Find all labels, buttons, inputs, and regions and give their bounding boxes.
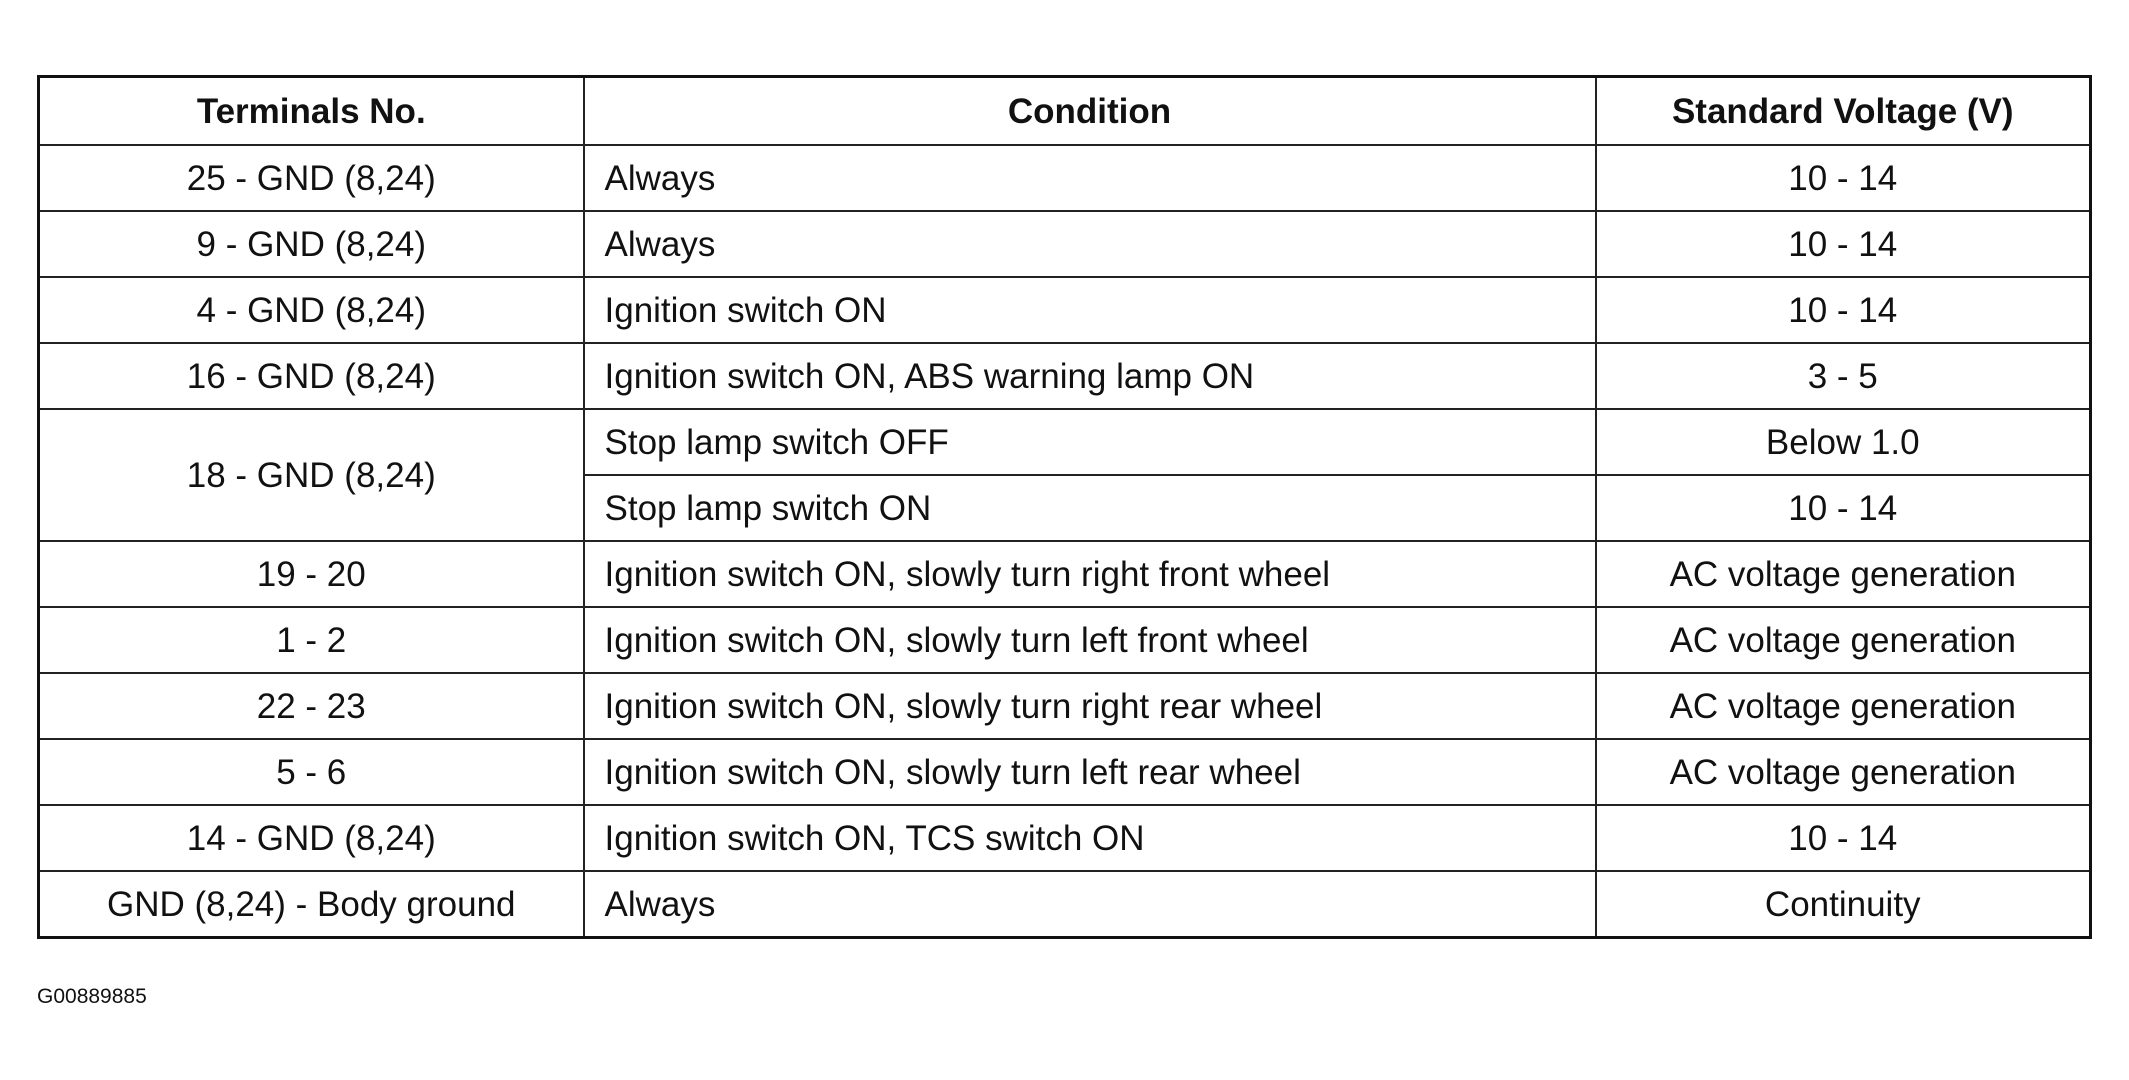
condition-cell: Stop lamp switch ON <box>584 475 1596 541</box>
terminals-cell: 9 - GND (8,24) <box>39 211 584 277</box>
table-row <box>39 145 2091 211</box>
header-terminals: Terminals No. <box>39 77 584 146</box>
condition-cell: Ignition switch ON, ABS warning lamp ON <box>584 343 1596 409</box>
condition-cell: Ignition switch ON, slowly turn left rear wheel <box>584 739 1596 805</box>
table-row <box>39 277 2091 343</box>
condition-cell: Ignition switch ON, slowly turn right front wheel <box>584 541 1596 607</box>
voltage-cell: Continuity <box>1596 871 2091 938</box>
condition-cell: Stop lamp switch OFF <box>584 409 1596 475</box>
figure-id-label: G00889885 <box>37 985 147 1008</box>
terminal-voltage-table <box>37 75 2092 939</box>
voltage-cell: AC voltage generation <box>1596 541 2091 607</box>
terminals-cell: 14 - GND (8,24) <box>39 805 584 871</box>
condition-cell: Always <box>584 145 1596 211</box>
table-header-row <box>39 77 2091 146</box>
terminals-cell: 18 - GND (8,24) <box>39 409 584 541</box>
header-condition: Condition <box>584 77 1596 146</box>
table-row <box>39 343 2091 409</box>
condition-cell: Ignition switch ON, slowly turn left front wheel <box>584 607 1596 673</box>
table-row <box>39 871 2091 938</box>
terminals-cell: GND (8,24) - Body ground <box>39 871 584 938</box>
voltage-cell: 10 - 14 <box>1596 805 2091 871</box>
table-row <box>39 211 2091 277</box>
voltage-cell: 10 - 14 <box>1596 211 2091 277</box>
table-row <box>39 541 2091 607</box>
voltage-cell: AC voltage generation <box>1596 739 2091 805</box>
voltage-cell: AC voltage generation <box>1596 607 2091 673</box>
terminals-cell: 5 - 6 <box>39 739 584 805</box>
voltage-cell: 10 - 14 <box>1596 475 2091 541</box>
voltage-cell: 10 - 14 <box>1596 145 2091 211</box>
header-voltage: Standard Voltage (V) <box>1596 77 2091 146</box>
condition-cell: Always <box>584 211 1596 277</box>
condition-cell: Ignition switch ON, TCS switch ON <box>584 805 1596 871</box>
voltage-cell: AC voltage generation <box>1596 673 2091 739</box>
terminals-cell: 1 - 2 <box>39 607 584 673</box>
voltage-cell: 10 - 14 <box>1596 277 2091 343</box>
table-row <box>39 673 2091 739</box>
voltage-cell: 3 - 5 <box>1596 343 2091 409</box>
voltage-cell: Below 1.0 <box>1596 409 2091 475</box>
terminals-cell: 25 - GND (8,24) <box>39 145 584 211</box>
terminals-cell: 22 - 23 <box>39 673 584 739</box>
terminals-cell: 19 - 20 <box>39 541 584 607</box>
terminals-cell: 4 - GND (8,24) <box>39 277 584 343</box>
condition-cell: Ignition switch ON, slowly turn right rear wheel <box>584 673 1596 739</box>
table-row <box>39 607 2091 673</box>
table-row <box>39 409 2091 475</box>
condition-cell: Ignition switch ON <box>584 277 1596 343</box>
terminals-cell: 16 - GND (8,24) <box>39 343 584 409</box>
table-row <box>39 805 2091 871</box>
condition-cell: Always <box>584 871 1596 938</box>
table-row <box>39 739 2091 805</box>
